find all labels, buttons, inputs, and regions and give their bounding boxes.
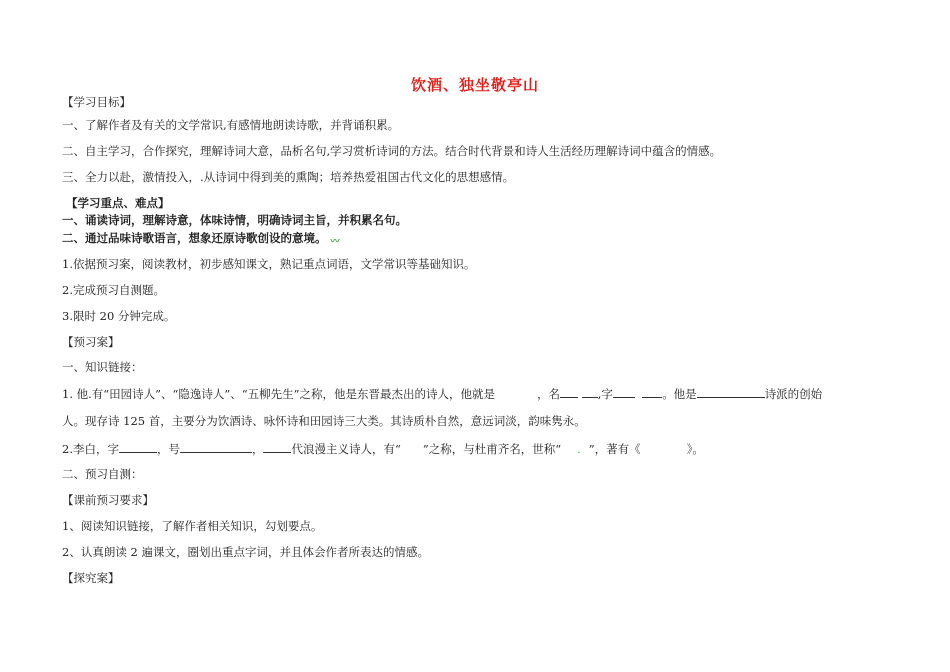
explore-header: 【探究案】 [62,571,120,585]
goal-item: 三、全力以赴，激情投入，.从诗词中得到美的熏陶；培养热爱祖国古代文化的思想感情。 [62,170,515,184]
fill-blank [582,386,598,398]
requirement-item: 1、阅读知识链接，了解作者相关知识，勾划要点。 [62,519,323,533]
fill-blank [560,386,578,398]
instruction-item: 2.完成预习自测题。 [62,283,165,297]
page-title: 饮酒、独坐敬亭山 [410,76,539,94]
fill-blank [642,386,662,398]
key-point-item [62,231,340,249]
self-test-label: 二、预习自测： [62,467,143,481]
preview-requirements-header: 【课前预习要求】 [62,493,154,507]
spellcheck-squiggle-icon: 〰 [330,237,340,247]
instruction-item: 3.限时 20 分钟完成。 [62,309,176,323]
knowledge-link-label: 一、知识链接： [62,360,143,374]
fill-blank [697,386,765,398]
question-2: 2.李白，字 ，号 ， 代浪漫主义诗人，有“ ”之称，与杜甫齐名，世称“ . ”，著有《 》。 [62,442,704,456]
key-point-text: 二、通过品味诗歌语言，想象还原诗歌创设的意境。 [62,231,327,245]
preview-header: 【预习案】 [62,335,120,349]
goal-item: 二、自主学习，合作探究，理解诗词大意，品析名句,学习赏析诗词的方法。结合时代背景和诗人生活经历理解诗词中蕴含的情感。 [62,144,722,158]
fill-blank [180,441,252,453]
requirement-item: 2、认真朗读 2 遍课文，圈划出重点字词，并且体会作者所表达的情感。 [62,545,429,559]
goal-item: 一、了解作者及有关的文学常识,有感情地朗读诗歌，并背诵积累。 [62,118,400,132]
question-1-line-1: 1. 他.有“田园诗人”、“隐逸诗人”、“五柳先生”之称，他是东晋最杰出的诗人，他就是 ，名 ,字 。他是 诗派的创始 [62,387,823,401]
fill-blank [119,441,157,453]
question-1-line-2: 人。现存诗 125 首，主要分为饮酒诗、咏怀诗和田园诗三大类。其诗质朴自然，意远词淡，韵味隽永。 [62,414,586,428]
key-points-header: 【学习重点、难点】 [66,196,170,210]
key-point-item: 一、诵读诗词，理解诗意，体味诗情，明确诗词主旨，并积累名句。 [62,213,407,227]
goals-header: 【学习目标】 [62,95,131,109]
fill-blank [263,441,291,453]
fill-blank [613,386,635,398]
instruction-item: 1.依据预习案，阅读教材，初步感知课文，熟记重点词语，文学常识等基础知识。 [62,257,476,271]
